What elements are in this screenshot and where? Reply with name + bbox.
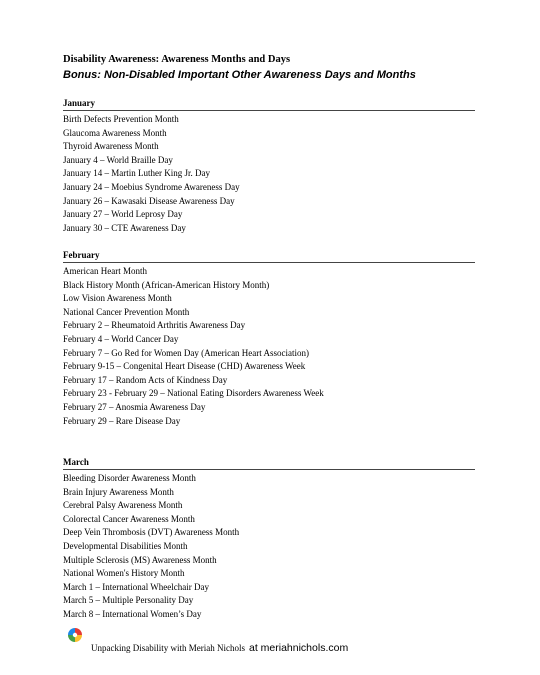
footer-website-link[interactable]: at meriahnichols.com — [248, 642, 349, 654]
section-march — [63, 457, 475, 622]
document-title: Disability Awareness: Awareness Months and Days — [63, 54, 291, 65]
section-list — [63, 113, 475, 235]
list-item: January 14 – Martin Luther King Jr. Day — [63, 168, 210, 179]
section-heading: January — [63, 98, 475, 111]
list-item: February 17 – Random Acts of Kindness Day — [63, 374, 228, 385]
list-item: Cerebral Palsy Awareness Month — [63, 500, 183, 511]
list-item: March 5 – Multiple Personality Day — [63, 595, 194, 606]
page-footer — [91, 640, 348, 655]
color-wheel-logo-icon — [68, 628, 82, 642]
list-item: February 7 – Go Red for Women Day (American Heart Association) — [63, 347, 310, 358]
list-item: February 4 – World Cancer Day — [63, 333, 179, 344]
list-item: February 27 – Anosmia Awareness Day — [63, 401, 206, 412]
list-item: Developmental Disabilities Month — [63, 540, 188, 551]
list-item: National Cancer Prevention Month — [63, 306, 190, 317]
list-item: Multiple Sclerosis (MS) Awareness Month — [63, 554, 217, 565]
list-item: Colorectal Cancer Awareness Month — [63, 513, 195, 524]
footer-brand: Unpacking Disability with Meriah Nichols — [91, 643, 245, 653]
list-item: Low Vision Awareness Month — [63, 293, 172, 304]
list-item: Brain Injury Awareness Month — [63, 486, 174, 497]
list-item: February 9-15 – Congenital Heart Disease (CHD) Awareness Week — [63, 361, 306, 372]
list-item: Thyroid Awareness Month — [63, 141, 159, 152]
list-item: Black History Month (African-American History Month) — [63, 279, 270, 290]
list-item: Bleeding Disorder Awareness Month — [63, 473, 196, 483]
list-item: February 23 - February 29 – National Eating Disorders Awareness Week — [63, 388, 324, 399]
list-item: Deep Vein Thrombosis (DVT) Awareness Month — [63, 527, 240, 538]
section-list — [63, 472, 475, 622]
list-item: February 29 – Rare Disease Day — [63, 415, 181, 426]
list-item: Glaucoma Awareness Month — [63, 127, 167, 138]
list-item: February 2 – Rheumatoid Arthritis Awareness Day — [63, 320, 246, 331]
section-february — [63, 250, 475, 428]
list-item: January 24 – Moebius Syndrome Awareness Day — [63, 181, 240, 192]
section-january — [63, 98, 475, 235]
list-item: January 26 – Kawasaki Disease Awareness Day — [63, 195, 235, 206]
list-item: Birth Defects Prevention Month — [63, 114, 179, 124]
document-subtitle: Bonus: Non-Disabled Important Other Awareness Days and Months — [63, 69, 416, 81]
list-item: March 1 – International Wheelchair Day — [63, 581, 210, 592]
section-heading: February — [63, 250, 475, 263]
list-item: National Women's History Month — [63, 568, 185, 579]
section-list — [63, 265, 475, 428]
list-item: March 8 – International Women’s Day — [63, 608, 202, 619]
section-heading: March — [63, 457, 475, 470]
list-item: January 4 – World Braille Day — [63, 154, 173, 165]
list-item: American Heart Month — [63, 266, 147, 276]
list-item: January 30 – CTE Awareness Day — [63, 222, 186, 233]
list-item: January 27 – World Leprosy Day — [63, 209, 183, 220]
